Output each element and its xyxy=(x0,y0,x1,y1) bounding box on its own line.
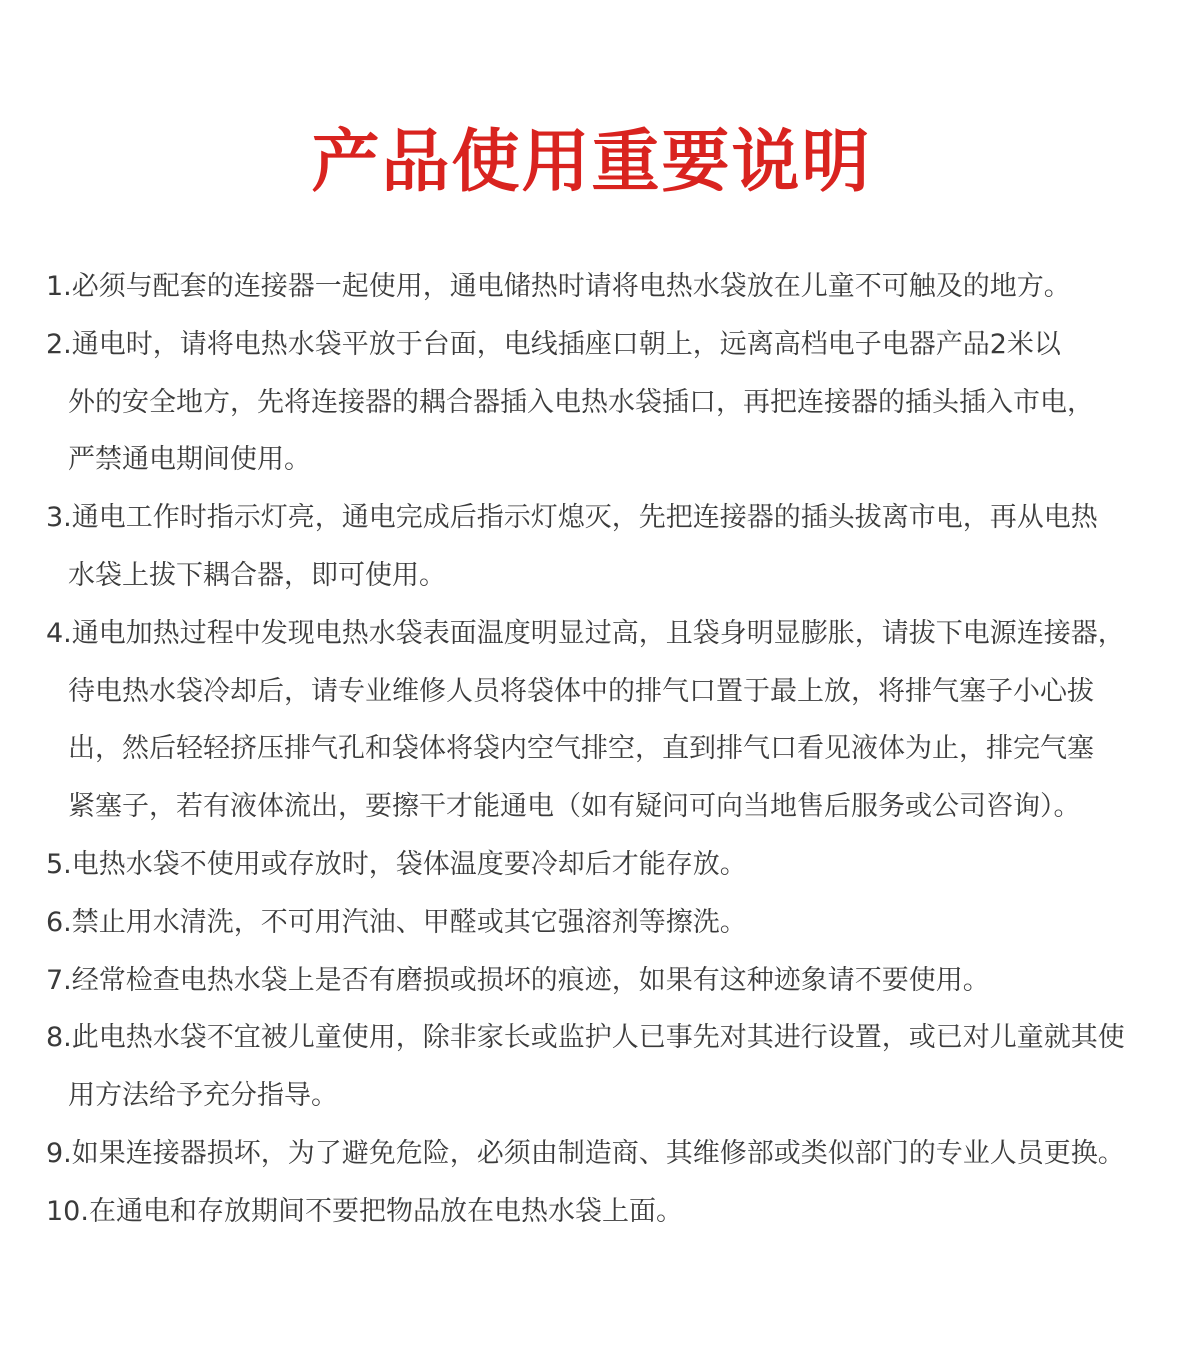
instruction-line: 6.禁止用水清洗，不可用汽油、甲醛或其它强溶剂等擦洗。 xyxy=(46,906,747,938)
instruction-line: 紧塞子，若有液体流出，要擦干才能通电（如有疑问可向当地售后服务或公司咨询）。 xyxy=(68,791,1081,823)
instruction-line: 水袋上拔下耦合器，即可使用。 xyxy=(68,559,446,591)
instruction-item xyxy=(46,952,1146,1010)
instruction-item xyxy=(46,1125,1146,1183)
instruction-line: 8.此电热水袋不宜被儿童使用，除非家长或监护人已事先对其进行设置，或已对儿童就其使 xyxy=(46,1022,1125,1054)
instruction-line: 出，然后轻轻挤压排气孔和袋体将袋内空气排空，直到排气口看见液体为止，排完气塞 xyxy=(68,733,1094,765)
instruction-item xyxy=(46,836,1146,894)
instruction-item xyxy=(46,1009,1146,1125)
instruction-line: 1.必须与配套的连接器一起使用，通电储热时请将电热水袋放在儿童不可触及的地方。 xyxy=(46,271,1071,302)
instruction-list xyxy=(46,258,1146,1241)
instruction-item xyxy=(46,258,1146,316)
instruction-item xyxy=(46,894,1146,952)
instruction-line: 2.通电时，请将电热水袋平放于台面，电线插座口朝上，远离高档电子电器产品2米以 xyxy=(46,328,1061,360)
instruction-line: 7.经常检查电热水袋上是否有磨损或损坏的痕迹，如果有这种迹象请不要使用。 xyxy=(46,964,990,996)
instruction-line: 5.电热水袋不使用或存放时，袋体温度要冷却后才能存放。 xyxy=(46,848,747,880)
instruction-item xyxy=(46,489,1146,605)
instruction-line: 外的安全地方，先将连接器的耦合器插入电热水袋插口，再把连接器的插头插入市电， xyxy=(68,386,1094,418)
instruction-item xyxy=(46,1183,1146,1241)
page-title: 产品使用重要说明 xyxy=(311,123,872,202)
instruction-item xyxy=(46,605,1146,836)
instruction-line: 用方法给予充分指导。 xyxy=(68,1080,338,1112)
instruction-item xyxy=(46,316,1146,489)
instruction-line: 9.如果连接器损坏，为了避免危险，必须由制造商、其维修部或类似部门的专业人员更换。 xyxy=(46,1137,1125,1169)
instruction-line: 严禁通电期间使用。 xyxy=(68,444,311,476)
instruction-line: 4.通电加热过程中发现电热水袋表面温度明显过高，且袋身明显膨胀，请拔下电源连接器， xyxy=(46,617,1125,649)
instruction-line: 3.通电工作时指示灯亮，通电完成后指示灯熄灭，先把连接器的插头拔离市电，再从电热 xyxy=(46,502,1098,534)
instruction-line: 10.在通电和存放期间不要把物品放在电热水袋上面。 xyxy=(46,1195,683,1227)
instruction-line: 待电热水袋冷却后，请专业维修人员将袋体中的排气口置于最上放，将排气塞子小心拔 xyxy=(68,675,1094,707)
